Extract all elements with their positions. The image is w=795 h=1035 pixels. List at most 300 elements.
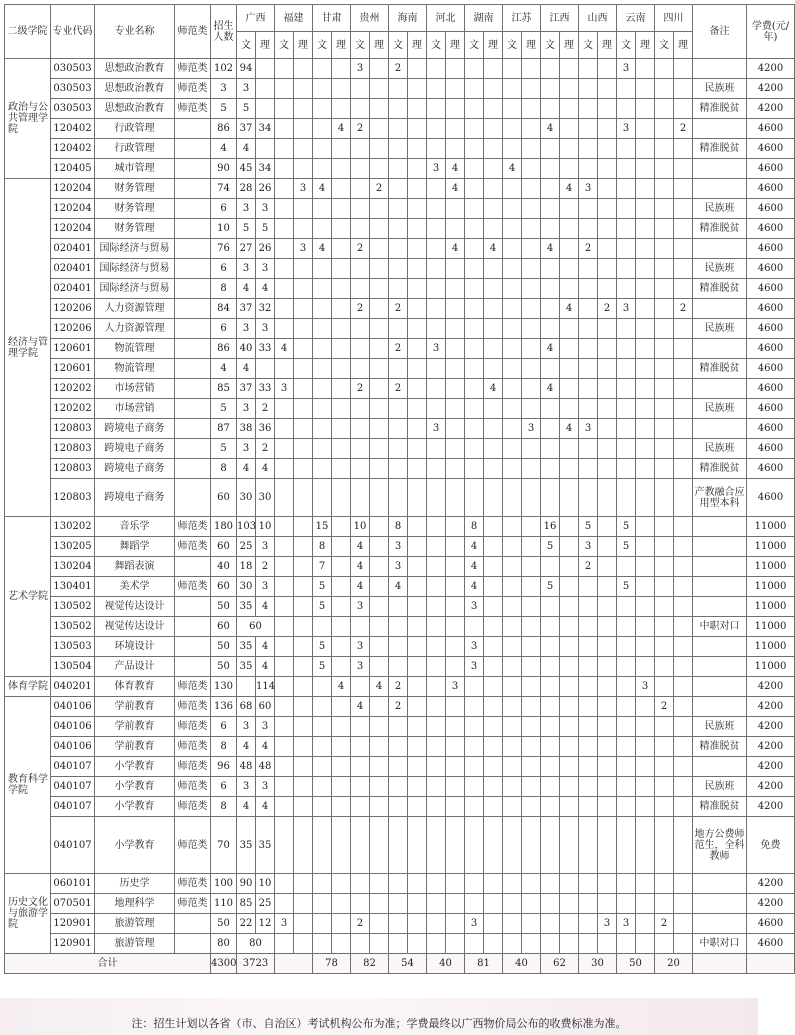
province-cell: 4 <box>541 339 560 359</box>
quota-cell: 102 <box>211 59 237 79</box>
province-cell: 40 <box>237 339 256 359</box>
remark-cell: 民族班 <box>693 399 747 419</box>
major-cell: 视觉传达设计 <box>95 617 175 637</box>
province-cell <box>560 914 579 934</box>
province-cell <box>370 399 389 419</box>
province-cell <box>294 319 313 339</box>
province-cell <box>275 139 294 159</box>
province-header: 云南 <box>617 5 655 32</box>
quota-cell: 90 <box>211 159 237 179</box>
province-cell <box>427 697 446 717</box>
province-cell <box>313 259 332 279</box>
province-cell <box>408 359 427 379</box>
quota-cell: 60 <box>211 537 237 557</box>
fee-cell: 11000 <box>747 537 795 557</box>
province-cell <box>408 479 427 517</box>
province-cell: 3 <box>351 597 370 617</box>
province-cell <box>503 59 522 79</box>
province-cell <box>370 339 389 359</box>
province-cell <box>313 874 332 894</box>
quota-cell: 4 <box>211 139 237 159</box>
quota-cell: 110 <box>211 894 237 914</box>
quota-cell: 60 <box>211 617 237 637</box>
province-cell <box>579 139 598 159</box>
province-cell <box>313 797 332 817</box>
province-cell <box>389 119 408 139</box>
province-cell <box>674 537 693 557</box>
province-cell <box>294 717 313 737</box>
province-cell <box>579 339 598 359</box>
province-cell <box>484 597 503 617</box>
province-cell: 48 <box>237 757 256 777</box>
province-cell: 2 <box>389 697 408 717</box>
province-cell <box>674 797 693 817</box>
province-cell <box>579 717 598 737</box>
remark-cell <box>693 914 747 934</box>
quota-cell: 96 <box>211 757 237 777</box>
province-cell <box>617 459 636 479</box>
province-cell <box>465 439 484 459</box>
province-cell <box>465 159 484 179</box>
province-cell <box>636 259 655 279</box>
province-cell <box>427 319 446 339</box>
table-row <box>5 259 795 279</box>
type-cell: 师范类 <box>175 717 211 737</box>
province-cell <box>408 159 427 179</box>
province-cell <box>579 797 598 817</box>
province-cell <box>389 99 408 119</box>
province-cell <box>503 379 522 399</box>
major-cell: 旅游管理 <box>95 934 175 954</box>
province-cell <box>617 657 636 677</box>
province-cell <box>636 657 655 677</box>
province-cell <box>674 279 693 299</box>
wen-subheader: 文 <box>351 32 370 59</box>
code-cell: 120601 <box>51 339 95 359</box>
province-cell <box>655 737 674 757</box>
province-cell <box>465 379 484 399</box>
remark-cell: 精准脱贫 <box>693 219 747 239</box>
province-cell <box>256 99 275 119</box>
province-cell <box>484 894 503 914</box>
quota-cell: 100 <box>211 874 237 894</box>
province-total: 30 <box>579 954 617 974</box>
province-cell: 4 <box>560 419 579 439</box>
province-cell: 5 <box>313 577 332 597</box>
province-cell: 26 <box>256 239 275 259</box>
province-cell <box>465 419 484 439</box>
province-cell <box>427 239 446 259</box>
li-subheader: 理 <box>636 32 655 59</box>
province-cell <box>351 139 370 159</box>
province-total: 50 <box>617 954 655 974</box>
province-cell <box>351 479 370 517</box>
province-cell: 4 <box>465 577 484 597</box>
fee-cell: 4600 <box>747 399 795 419</box>
type-cell <box>175 617 211 637</box>
province-cell <box>598 339 617 359</box>
province-cell <box>503 914 522 934</box>
province-cell: 5 <box>256 219 275 239</box>
province-cell <box>674 757 693 777</box>
province-cell <box>313 99 332 119</box>
type-cell <box>175 219 211 239</box>
province-cell <box>560 279 579 299</box>
type-cell <box>175 934 211 954</box>
province-cell <box>427 219 446 239</box>
wen-subheader: 文 <box>237 32 256 59</box>
province-cell <box>636 717 655 737</box>
province-cell: 4 <box>484 239 503 259</box>
province-cell <box>522 757 541 777</box>
province-cell <box>484 914 503 934</box>
province-cell: 5 <box>617 537 636 557</box>
fee-cell: 4600 <box>747 159 795 179</box>
province-cell <box>275 894 294 914</box>
province-cell <box>598 179 617 199</box>
province-cell <box>636 439 655 459</box>
province-cell <box>503 279 522 299</box>
province-cell <box>370 517 389 537</box>
type-cell: 师范类 <box>175 537 211 557</box>
type-cell <box>175 399 211 419</box>
province-cell <box>579 914 598 934</box>
quota-cell: 8 <box>211 279 237 299</box>
province-cell <box>484 677 503 697</box>
type-cell: 师范类 <box>175 737 211 757</box>
remark-cell: 中职对口 <box>693 934 747 954</box>
province-cell: 3 <box>294 179 313 199</box>
province-cell <box>560 439 579 459</box>
code-cell: 040201 <box>51 677 95 697</box>
province-cell: 3 <box>237 399 256 419</box>
province-cell <box>655 459 674 479</box>
province-cell: 8 <box>465 517 484 537</box>
province-cell <box>427 399 446 419</box>
province-cell <box>332 577 351 597</box>
province-cell <box>332 797 351 817</box>
province-cell <box>294 817 313 874</box>
type-cell <box>175 279 211 299</box>
table-row <box>5 119 795 139</box>
province-cell <box>579 59 598 79</box>
province-cell <box>446 537 465 557</box>
province-cell <box>598 219 617 239</box>
province-cell <box>332 159 351 179</box>
province-cell <box>579 199 598 219</box>
province-cell <box>446 577 465 597</box>
province-cell <box>332 757 351 777</box>
province-cell <box>389 797 408 817</box>
province-cell <box>332 914 351 934</box>
province-cell <box>370 79 389 99</box>
fee-cell: 4200 <box>747 737 795 757</box>
province-cell <box>446 379 465 399</box>
province-cell <box>370 359 389 379</box>
province-cell <box>503 119 522 139</box>
province-cell <box>503 399 522 419</box>
province-cell: 3 <box>351 637 370 657</box>
province-cell <box>655 259 674 279</box>
province-cell <box>275 874 294 894</box>
province-cell <box>294 259 313 279</box>
college-cell: 政治与公共管理学院 <box>5 59 51 179</box>
total-fee-empty <box>747 954 795 974</box>
province-cell <box>294 359 313 379</box>
province-cell <box>408 657 427 677</box>
province-cell <box>351 279 370 299</box>
province-cell <box>636 894 655 914</box>
fee-cell: 4200 <box>747 777 795 797</box>
total-quota: 4300 <box>211 954 237 974</box>
province-cell <box>541 99 560 119</box>
code-cell: 120901 <box>51 914 95 934</box>
province-cell <box>617 637 636 657</box>
province-cell <box>674 657 693 677</box>
province-cell <box>674 379 693 399</box>
province-cell <box>579 697 598 717</box>
province-cell <box>446 817 465 874</box>
province-cell <box>541 479 560 517</box>
quota-cell: 74 <box>211 179 237 199</box>
quota-cell: 136 <box>211 697 237 717</box>
province-cell <box>408 777 427 797</box>
province-cell <box>389 894 408 914</box>
code-cell: 130502 <box>51 617 95 637</box>
province-cell <box>484 79 503 99</box>
province-cell <box>674 479 693 517</box>
province-cell <box>617 934 636 954</box>
province-cell <box>389 617 408 637</box>
province-cell <box>465 617 484 637</box>
province-cell <box>465 59 484 79</box>
province-cell: 2 <box>351 299 370 319</box>
province-cell <box>560 119 579 139</box>
province-cell <box>427 874 446 894</box>
province-cell <box>446 637 465 657</box>
province-cell: 35 <box>237 637 256 657</box>
province-cell <box>389 219 408 239</box>
province-cell <box>294 777 313 797</box>
province-cell: 30 <box>256 479 275 517</box>
province-cell: 2 <box>579 239 598 259</box>
quota-cell: 70 <box>211 817 237 874</box>
table-row <box>5 934 795 954</box>
province-cell: 2 <box>674 119 693 139</box>
province-cell <box>617 339 636 359</box>
province-cell <box>636 914 655 934</box>
province-cell <box>465 79 484 99</box>
province-cell <box>313 737 332 757</box>
type-cell: 师范类 <box>175 79 211 99</box>
province-cell <box>275 219 294 239</box>
table-row <box>5 874 795 894</box>
type-cell <box>175 597 211 617</box>
province-cell <box>617 279 636 299</box>
province-cell <box>370 479 389 517</box>
province-cell <box>294 159 313 179</box>
province-cell: 2 <box>256 399 275 419</box>
province-cell <box>541 79 560 99</box>
province-cell <box>636 459 655 479</box>
province-cell <box>674 139 693 159</box>
province-cell <box>560 259 579 279</box>
province-cell: 4 <box>351 537 370 557</box>
province-cell <box>484 874 503 894</box>
province-cell <box>465 777 484 797</box>
province-cell <box>541 617 560 637</box>
province-cell <box>351 179 370 199</box>
province-cell <box>560 319 579 339</box>
province-cell <box>370 797 389 817</box>
province-cell: 4 <box>313 239 332 259</box>
province-header: 福建 <box>275 5 313 32</box>
province-cell <box>370 259 389 279</box>
province-cell <box>522 737 541 757</box>
province-cell: 4 <box>465 537 484 557</box>
province-cell <box>294 894 313 914</box>
code-cell: 020401 <box>51 279 95 299</box>
type-cell <box>175 299 211 319</box>
major-cell: 跨境电子商务 <box>95 459 175 479</box>
province-cell <box>560 99 579 119</box>
province-cell <box>636 239 655 259</box>
province-cell <box>351 259 370 279</box>
col-code-header: 专业代码 <box>51 5 95 59</box>
province-cell: 5 <box>579 517 598 537</box>
province-cell <box>370 657 389 677</box>
province-cell <box>275 119 294 139</box>
province-cell <box>541 399 560 419</box>
province-cell <box>275 717 294 737</box>
province-cell <box>313 399 332 419</box>
type-cell <box>175 439 211 459</box>
province-cell <box>484 537 503 557</box>
province-cell: 3 <box>579 179 598 199</box>
province-cell <box>332 617 351 637</box>
province-cell <box>446 319 465 339</box>
province-cell <box>275 657 294 677</box>
province-cell: 4 <box>446 239 465 259</box>
major-cell: 音乐学 <box>95 517 175 537</box>
province-cell <box>636 79 655 99</box>
table-row <box>5 617 795 637</box>
remark-cell <box>693 379 747 399</box>
province-cell <box>579 79 598 99</box>
province-cell <box>446 517 465 537</box>
province-cell: 3 <box>617 119 636 139</box>
province-cell <box>503 419 522 439</box>
table-row <box>5 817 795 874</box>
major-cell: 跨境电子商务 <box>95 479 175 517</box>
remark-cell <box>693 537 747 557</box>
province-total: 20 <box>655 954 693 974</box>
province-cell <box>332 459 351 479</box>
remark-cell: 精准脱贫 <box>693 139 747 159</box>
province-cell <box>503 479 522 517</box>
remark-cell <box>693 339 747 359</box>
province-cell: 10 <box>256 517 275 537</box>
type-cell: 师范类 <box>175 777 211 797</box>
province-cell: 5 <box>313 637 332 657</box>
province-cell <box>275 757 294 777</box>
fee-cell: 4600 <box>747 459 795 479</box>
province-cell <box>636 119 655 139</box>
province-cell <box>636 537 655 557</box>
province-cell: 12 <box>256 914 275 934</box>
li-subheader: 理 <box>598 32 617 59</box>
province-cell <box>446 737 465 757</box>
province-cell <box>560 657 579 677</box>
province-cell <box>332 439 351 459</box>
type-cell: 师范类 <box>175 577 211 597</box>
province-cell <box>674 697 693 717</box>
province-cell: 4 <box>256 797 275 817</box>
province-cell <box>389 199 408 219</box>
province-cell <box>465 874 484 894</box>
province-cell <box>294 99 313 119</box>
province-cell <box>541 697 560 717</box>
province-cell <box>313 339 332 359</box>
province-cell <box>275 299 294 319</box>
province-cell <box>636 777 655 797</box>
province-cell: 35 <box>237 657 256 677</box>
major-cell: 小学教育 <box>95 817 175 874</box>
table-row <box>5 737 795 757</box>
province-cell <box>674 577 693 597</box>
province-cell <box>503 637 522 657</box>
province-cell <box>351 419 370 439</box>
province-cell <box>351 717 370 737</box>
type-cell <box>175 359 211 379</box>
province-cell: 3 <box>465 597 484 617</box>
province-cell <box>446 617 465 637</box>
province-cell <box>522 777 541 797</box>
province-cell <box>655 817 674 874</box>
province-cell <box>579 259 598 279</box>
province-cell <box>636 577 655 597</box>
province-cell <box>674 179 693 199</box>
province-cell <box>465 717 484 737</box>
province-cell <box>408 399 427 419</box>
province-cell <box>465 934 484 954</box>
province-cell <box>636 874 655 894</box>
province-cell <box>256 139 275 159</box>
province-cell <box>522 59 541 79</box>
province-cell: 68 <box>237 697 256 717</box>
province-cell <box>560 817 579 874</box>
province-cell <box>655 299 674 319</box>
major-cell: 学前教育 <box>95 697 175 717</box>
province-cell <box>541 279 560 299</box>
province-cell: 4 <box>256 459 275 479</box>
province-cell <box>332 299 351 319</box>
type-cell: 师范类 <box>175 99 211 119</box>
province-cell: 3 <box>256 577 275 597</box>
province-cell <box>294 279 313 299</box>
province-cell: 90 <box>237 874 256 894</box>
province-header: 四川 <box>655 5 693 32</box>
fee-cell: 11000 <box>747 597 795 617</box>
province-cell <box>427 817 446 874</box>
province-cell <box>617 199 636 219</box>
province-cell: 4 <box>389 577 408 597</box>
province-cell <box>655 894 674 914</box>
wen-subheader: 文 <box>579 32 598 59</box>
province-cell <box>560 199 579 219</box>
province-cell <box>674 597 693 617</box>
province-cell <box>370 139 389 159</box>
